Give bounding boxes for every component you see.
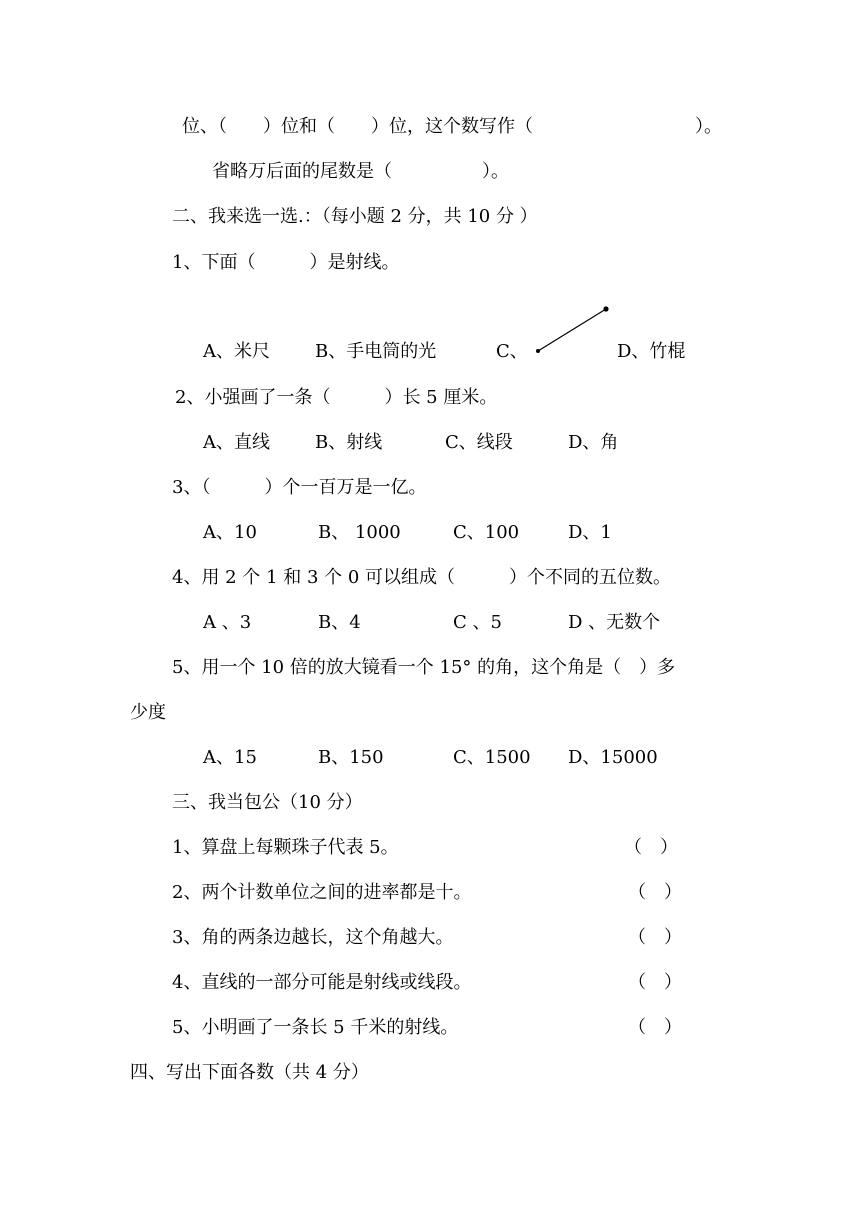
q4-option-b: B、4 [318, 612, 361, 633]
fill-in-line-top: 位、（ ）位和（ ）位，这个数写作（ ）。 [182, 116, 722, 137]
q3-option-a: A、10 [203, 522, 257, 543]
q4-option-c: C 、5 [453, 612, 502, 633]
judge-paren-4: （ ） [628, 972, 682, 993]
q1-option-d: D、竹棍 [617, 341, 686, 362]
section-2-title: 二、我来选一选.：（每小题 2 分，共 10 分 ） [172, 206, 538, 227]
q2-option-d: D、角 [568, 432, 619, 453]
question-3: 3、（ ）个一百万是一亿。 [172, 477, 427, 498]
q3-option-b: B、 1000 [318, 522, 401, 543]
fill-in-line-omit: 省略万后面的尾数是（ ）。 [212, 161, 509, 182]
judge-item-5: 5、小明画了一条长 5 千米的射线。 [172, 1017, 459, 1038]
judge-item-1: 1、算盘上每颗珠子代表 5。 [172, 837, 399, 858]
q1-option-c: C、 [496, 341, 528, 362]
q2-option-a: A、直线 [203, 432, 270, 453]
judge-paren-2: （ ） [628, 882, 682, 903]
q2-option-c: C、线段 [445, 432, 513, 453]
q4-option-a: A 、3 [203, 612, 252, 633]
question-5: 5、用一个 10 倍的放大镜看一个 15° 的角，这个角是（ ）多 [172, 657, 676, 678]
question-5-continued: 少度 [130, 702, 166, 723]
section-3-title: 三、我当包公（10 分） [172, 792, 363, 813]
q5-option-a: A、15 [203, 747, 257, 768]
q5-option-c: C、1500 [453, 747, 531, 768]
question-2: 2、小强画了一条（ ）长 5 厘米。 [175, 387, 498, 408]
q3-option-d: D、1 [568, 522, 612, 543]
judge-paren-1: （ ） [624, 837, 678, 858]
section-4-title: 四、写出下面各数（共 4 分） [130, 1062, 369, 1083]
judge-item-3: 3、角的两条边越长，这个角越大。 [172, 927, 454, 948]
judge-item-2: 2、两个计数单位之间的进率都是十。 [172, 882, 472, 903]
q1-option-a: A、米尺 [203, 341, 270, 362]
q4-option-d: D 、无数个 [568, 612, 661, 633]
judge-paren-5: （ ） [628, 1017, 682, 1038]
ray-figure [534, 305, 614, 357]
q5-option-b: B、150 [318, 747, 384, 768]
judge-paren-3: （ ） [628, 927, 682, 948]
q1-option-b: B、手电筒的光 [315, 341, 437, 362]
judge-item-4: 4、直线的一部分可能是射线或线段。 [172, 972, 472, 993]
question-1: 1、下面（ ）是射线。 [172, 252, 400, 273]
q3-option-c: C、100 [453, 522, 520, 543]
question-4: 4、用 2 个 1 和 3 个 0 可以组成（ ）个不同的五位数。 [172, 567, 672, 588]
q2-option-b: B、射线 [315, 432, 383, 453]
q5-option-d: D、15000 [568, 747, 658, 768]
